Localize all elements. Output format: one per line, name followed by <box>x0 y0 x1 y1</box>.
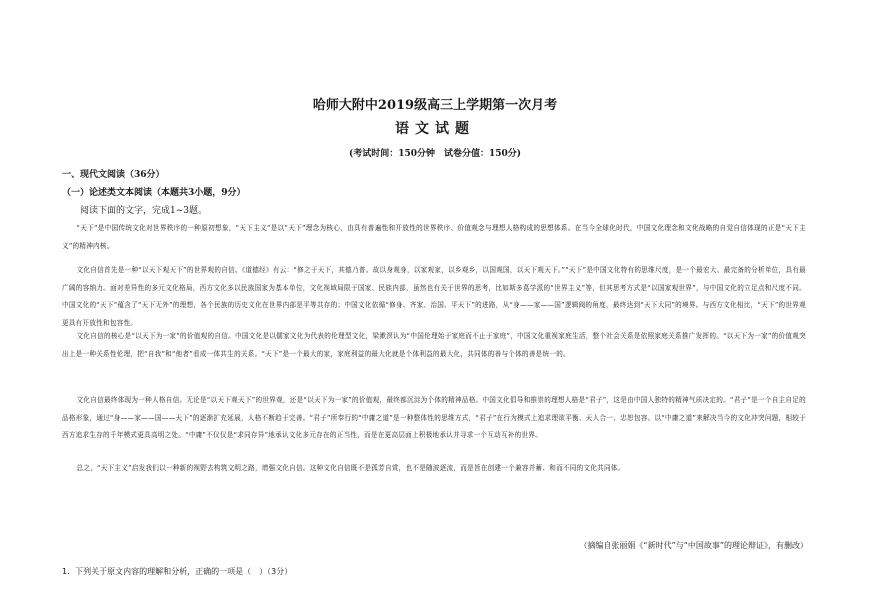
exam-title: 哈师大附中2019级高三上学期第一次月考 <box>312 98 558 113</box>
passage-paragraph-1: “天下”是中国传统文化对世界秩序的一种原初想象，“天下主义”是以“天下”理念为核心，由具有普遍性和开放性的世界秩序、价值观念与理想人格构成的思想体系。在当今全球化时代，中国文化理念和文化战略的自觉自信体现的正是“天下主义”的精神内核。 <box>62 224 806 250</box>
passage-paragraph-3: 文化自信的核心是“以天下为一家”的价值观的自信。中国文化是以儒家文化为代表的伦理型文化，梁漱溟认为“中国伦理始于家庭而不止于家庭”，中国文化重视家庭生活，整个社会关系是依照家庭关系推广发挥的。“以天下为一家”的价值观突出上是一种关系性伦理，把“自我”和“他者”看成一体共生的关系。“天下”是一个最大的家，家庭利益的最大化就是个体利益的最大化，共同体的善与个体的善是统一的。 <box>62 332 806 358</box>
passage-paragraph-5: 总之，“天下主义”启发我们以一种新的视野去构筑文明之路，增强文化自信。这种文化自信既不是孤芳自赏，也不是随波逐流，而是旨在创建一个兼容并蓄、和而不同的文化共同体。 <box>76 464 625 472</box>
exam-info: (考试时间：150分钟 试卷分值：150分) <box>348 149 522 159</box>
section-heading-sub-one: （一）论述类文本阅读（本题共3小题，9分） <box>62 188 246 198</box>
reading-instruction: 阅读下面的文字，完成1~3题。 <box>80 206 207 216</box>
passage-source: （摘编自张丽娟《“新时代”与“中国故事”的理论辩证》，有删改） <box>579 541 808 550</box>
passage-paragraph-2: 文化自信首先是一种“以天下观天下”的世界观的自信。《道德经》有云：“修之于天下，其德乃普。故以身观身，以家观家，以乡观乡，以国观国，以天下观天下。”“天下”是中国文化特有的思维尺度，是一个最宏大、最完备的分析单位，具有最广阔的容纳力。面对差异性的多元文化格局，西方文化多以民族国家为基本单位，文化视域局限于国家、民族内部，虽然也有关于世界的思考，比如斯多葛学派的“世界主义”等，但其思考方式是“以国家观世界”，与中国文化的立足点和尺度不同。中国文化的“天下”蕴含了“天下无外”的理想，各个民族的历史文化在世界内部是平等共存的；中国文化依循“修身、齐家、治国、平天下”的进路，从“身——家——国”逻辑阀的角度，最终达到“天下大同”的境界。与西方文化相比，“天下”的世界观更具有开放性和包容性。 <box>62 266 806 327</box>
passage-paragraph-4: 文化自信最终体现为一种人格自信。无论是“以天下观天下”的世界观，还是“以天下为一家”的价值观，最终都沉淀为个体的精神品格。中国文化倡导和推崇的理想人格是“君子”，这是由中国人独特的精神气质决定的。“君子”是一个自主自足的品格形象，通过“身——家——国——天下”的逐渐扩充延展，人格不断趋于完善。“君子”所奉行的“中庸之道”是一种整体性的思维方式，“君子”在行为模式上追求理欲平衡、天人合一、忠恕包容。以“中庸之道”来解决当今的文化冲突问题，相较于西方追求生存的千年模式更具高明之处。“中庸”不仅仅是“求同存异”地承认文化多元存在的正当性，而是在更高层面上积极地承认并寻求一个互动互补的世界。 <box>62 396 806 439</box>
section-heading-part-one: 一、现代文阅读（36分） <box>62 170 165 180</box>
question-1: 1．下列关于原文内容的理解和分析，正确的一项是（ ）（3分） <box>62 567 293 576</box>
subject-title: 语文试题 <box>395 121 475 137</box>
